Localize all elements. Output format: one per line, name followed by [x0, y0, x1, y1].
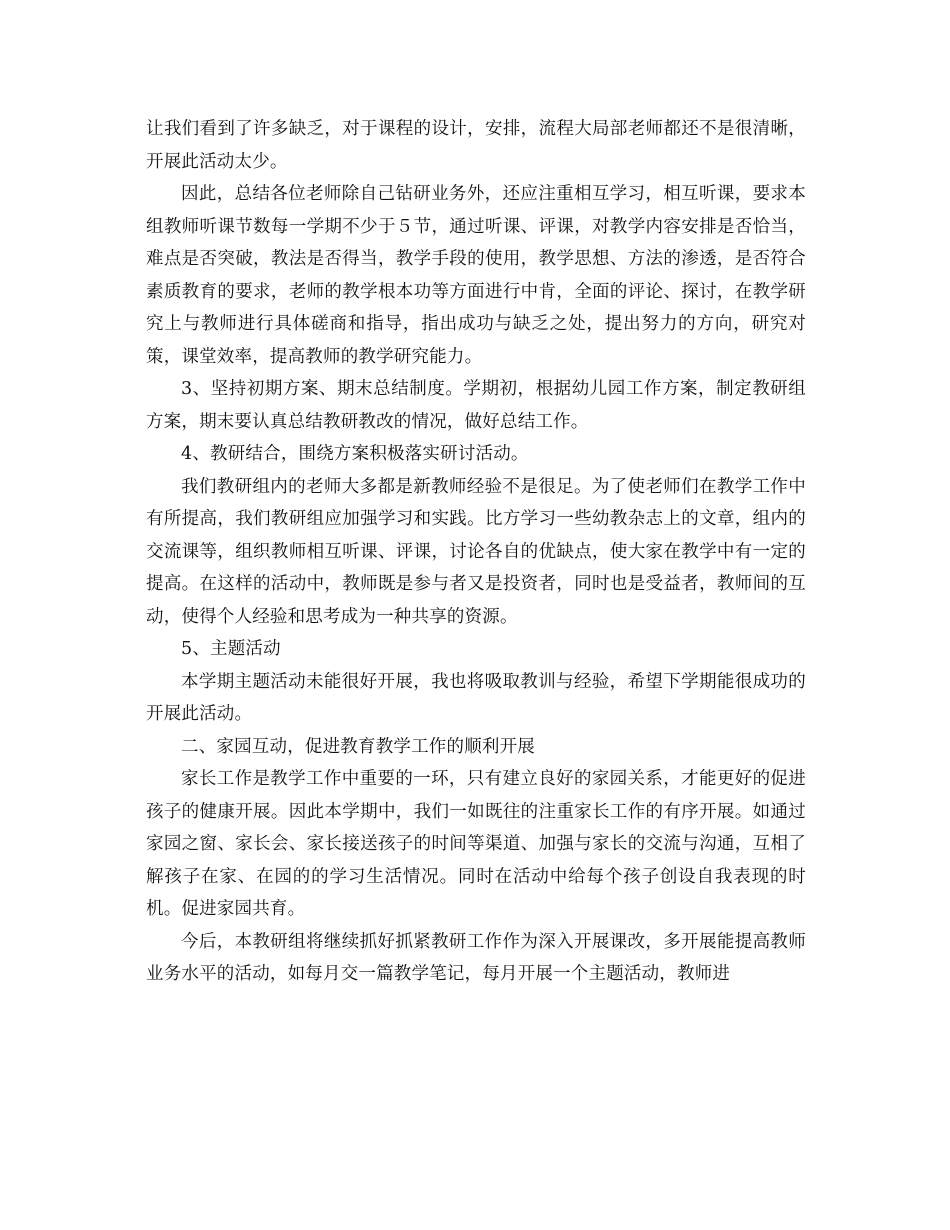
paragraph-teaching-research: 我们教研组内的老师大多都是新教师经验不是很足。为了使老师们在教学工作中有所提高，我们教研组应加强学习和实践。比方学习一些幼教杂志上的文章，组内的交流课等，组织教师相互听课、评课，讨论各自的优缺点，使大家在教学中有一定的提高。在这样的活动中，教师既是参与者又是投资者，同时也是受益者，教师间的互动，使得个人经验和思考成为一种共享的资源。 — [146, 476, 806, 627]
document-body — [146, 113, 806, 991]
paragraph-continuation: 让我们看到了许多缺乏，对于课程的设计，安排，流程大局部老师都还不是很清晰，开展此活动太少。 — [146, 119, 806, 172]
paragraph-theme-activity: 本学期主题活动未能很好开展，我也将吸取教训与经验，希望下学期能很成功的开展此活动。 — [146, 671, 806, 724]
paragraph-parent-work: 家长工作是教学工作中重要的一环，只有建立良好的家园关系，才能更好的促进孩子的健康开展。因此本学期中，我们一如既往的注重家长工作的有序开展。如通过家园之窗、家长会、家长接送孩子的时间等渠道、加强与家长的交流与沟通，互相了解孩子在家、在园的的学习生活情况。同时在活动中给每个孩子创设自我表现的时机。促进家园共育。 — [146, 769, 806, 919]
paragraph-item-4-heading: 4、教研结合，围绕方案积极落实研讨活动。 — [181, 444, 529, 464]
paragraph-peer-learning: 因此，总结各位老师除自己钻研业务外，还应注重相互学习，相互听课，要求本组教师听课节数每一学期不少于５节，通过听课、评课，对教学内容安排是否恰当，难点是否突破，教法是否得当，教学手段的使用，教学思想、方法的渗透，是否符合素质教育的要求，老师的教学根本功等方面进行中肯，全面的评论、探讨，在教学研究上与教师进行具体磋商和指导，指出成功与缺乏之处，提出努力的方向，研究对策，课堂效率，提高教师的教学研究能力。 — [146, 184, 806, 367]
paragraph-future-plan: 今后，本教研组将继续抓好抓紧教研工作作为深入开展课改，多开展能提高教师业务水平的活动，如每月交一篇教学笔记，每月开展一个主题活动，教师进 — [146, 931, 806, 984]
paragraph-item-5-heading: 5、主题活动 — [181, 639, 281, 659]
paragraph-item-3-plan-summary: 3、坚持初期方案、期末总结制度。学期初，根据幼儿园工作方案，制定教研组方案，期末要认真总结教研教改的情况，做好总结工作。 — [146, 379, 806, 432]
section-heading-home-school: 二、家园互动，促进教育教学工作的顺利开展 — [181, 736, 535, 757]
